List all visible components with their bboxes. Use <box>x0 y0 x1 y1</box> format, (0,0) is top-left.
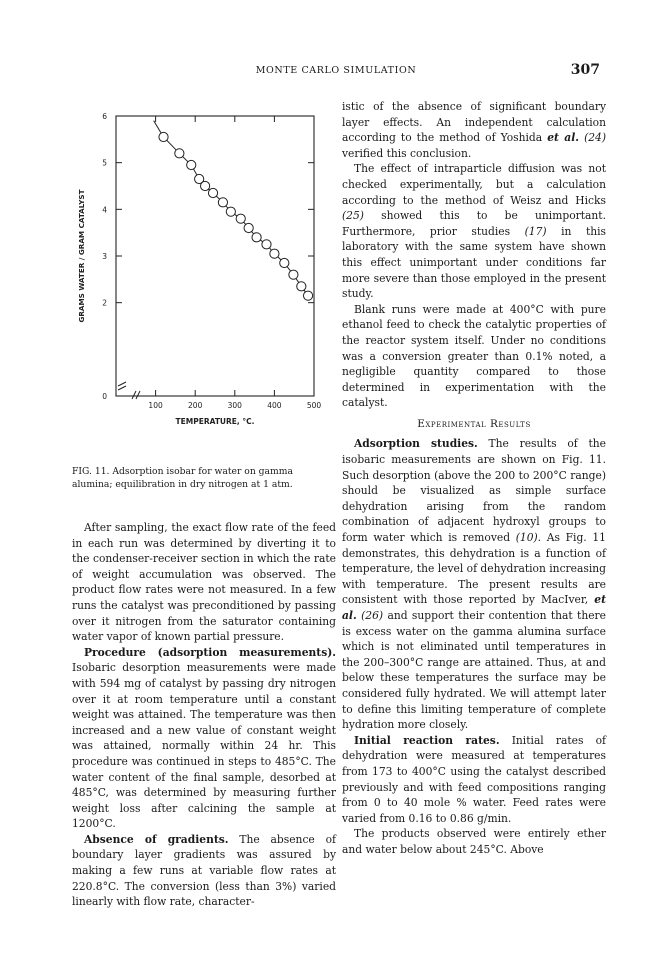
reference: (25) <box>342 209 364 223</box>
y-tick-label: 6 <box>102 112 107 121</box>
data-point <box>201 181 210 190</box>
paragraph-boundary-layer <box>342 99 606 161</box>
intraparticle-text-c: in this laboratory with the same system have shown this effect unimportant under conditions far more severe than those employed in the present study. <box>342 224 607 301</box>
paragraph-products: The products observed were entirely ether and water below about 245°C. Above <box>342 827 606 856</box>
y-tick-label: 0 <box>102 392 107 401</box>
reference: (10) <box>515 531 538 545</box>
page-number: 307 <box>570 62 600 78</box>
reference: (26) <box>361 609 384 622</box>
plot-frame <box>116 116 314 396</box>
data-point <box>262 240 271 249</box>
paragraph-flow-rate: After sampling, the exact flow rate of the feed in each run was determined by diverting it to the condenser-receiver section in which the rate of weight accumulation was observed. The product flow rates were not measured. In a few runs the catalyst was preconditioned by passing over it nitrogen from the saturator containing water vapor of known partial pressure. <box>72 521 336 644</box>
data-point <box>187 160 196 169</box>
data-point <box>236 214 245 223</box>
procedure-body: Isobaric desorption measurements were made with 594 mg of catalyst by passing dry nitrogen over it at room temperature until a constant weight was attained. The temperature was then increased and a new value of constant weight was attained, normally within 24 hr. This procedure was continued in steps to 485°C. The water content of the final sample, desorbed at 485°C, was determined by measuring further weight loss after calcining the sample at 1200°C. <box>72 661 336 831</box>
figure-11 <box>66 100 336 455</box>
paragraph-gradients <box>72 832 336 910</box>
gradients-body: The absence of boundary layer gradients was assured by making a few runs at variable flow rates at 220.8°C. The conversion (less than 3%) varied linearly with flow rate, character- <box>72 832 336 909</box>
reference: (17) <box>524 224 547 238</box>
paragraph-procedure <box>72 645 336 832</box>
left-column <box>72 520 336 910</box>
axis-break <box>132 391 136 399</box>
data-point <box>280 258 289 267</box>
paragraph-initial-rates <box>342 733 606 827</box>
data-point <box>208 188 217 197</box>
y-tick-label: 2 <box>102 298 107 308</box>
y-axis-label: GRAMS WATER / GRAM CATALYST <box>77 189 86 323</box>
running-title: MONTE CARLO SIMULATION <box>255 65 417 76</box>
adsorption-heading: Adsorption studies. <box>354 437 478 451</box>
paragraph-blank-runs: Blank runs were made at 400°C with pure ethanol feed to check the catalytic properties of the reactor system itself. Under no conditions was a conversion greater than 0.1% noted, a negligible quantity compared to those determined in experimentation with the catalyst. <box>342 302 606 410</box>
gradients-heading: Absence of gradients. <box>84 832 229 846</box>
data-point <box>226 207 235 216</box>
x-tick-label: 400 <box>267 401 282 410</box>
boundary-tail: verified this conclusion. <box>342 146 472 160</box>
axis-break <box>118 382 126 386</box>
data-point <box>175 149 184 158</box>
section-heading: Experimental Results <box>417 417 531 430</box>
data-point <box>297 282 306 291</box>
figure-caption: FIG. 11. Adsorption isobar for water on gamma alumina; equilibration in dry nitrogen at 1 atm. <box>72 466 293 490</box>
y-tick-label: 3 <box>102 252 107 261</box>
x-axis-label: TEMPERATURE, °C. <box>175 417 255 426</box>
x-tick-label: 100 <box>148 401 163 410</box>
paragraph-intraparticle <box>342 161 606 301</box>
et-al: et al. <box>547 131 580 145</box>
initial-rates-heading: Initial reaction rates. <box>354 733 500 747</box>
data-point <box>244 223 253 232</box>
data-point <box>252 233 261 242</box>
x-tick-label: 200 <box>188 401 203 410</box>
x-tick-label: 300 <box>227 401 242 410</box>
intraparticle-text-b: showed this to be unimportant. Furthermore, prior studies <box>342 209 606 238</box>
boundary-text: istic of the absence of significant boundary layer effects. An independent calculation according to the method of Yoshida <box>342 100 606 145</box>
data-point <box>270 249 279 258</box>
page-header <box>0 62 672 80</box>
data-point <box>289 270 298 279</box>
axis-break <box>118 386 126 390</box>
adsorption-text: The results of the isobaric measurements are shown on Fig. 11. Such desorption (above the 200 to 200°C range) should be visualized as simple surface dehydration arising from the random combination of adjacent hydroxyl groups to form water which is removed <box>342 437 606 545</box>
procedure-heading: Procedure (adsorption measurements). <box>84 645 336 659</box>
y-tick-label: 4 <box>102 205 107 215</box>
axis-break <box>136 391 140 399</box>
adsorption-text-c: and support their contention that there is excess water on the gamma alumina surface which is not eliminated until temperatures in the 200–300°C range are attained. Thus, at and below these temperatures the surface may be considered fully hydrated. We will attempt later to define this limiting temperature of complete hydration more closely. <box>342 609 606 732</box>
x-tick-label: 500 <box>306 401 322 410</box>
et-al: et al. <box>342 593 607 622</box>
reference: (24) <box>584 131 607 145</box>
adsorption-isobar-chart <box>66 100 336 430</box>
data-point <box>159 132 168 141</box>
data-point <box>303 291 312 300</box>
y-tick-label: 5 <box>102 158 107 168</box>
data-point <box>218 198 227 207</box>
paragraph-adsorption <box>342 436 606 732</box>
right-column <box>342 99 606 858</box>
intraparticle-text: The effect of intraparticle diffusion was not checked experimentally, but a calculation according to the method of Weisz and Hicks <box>342 162 606 207</box>
adsorption-text-b: . As Fig. 11 demonstrates, this dehydration is a function of temperature, the level of dehydration increasing with temperature. The present results are consistent with those reported by MacIver, <box>342 531 606 607</box>
initial-rates-text: Initial rates of dehydration were measured at temperatures from 173 to 400°C using the catalyst described previously and with feed compositions ranging from 0 to 40 mole % water. Feed rates were varied from 0.16 to 0.86 g/min. <box>342 733 606 825</box>
